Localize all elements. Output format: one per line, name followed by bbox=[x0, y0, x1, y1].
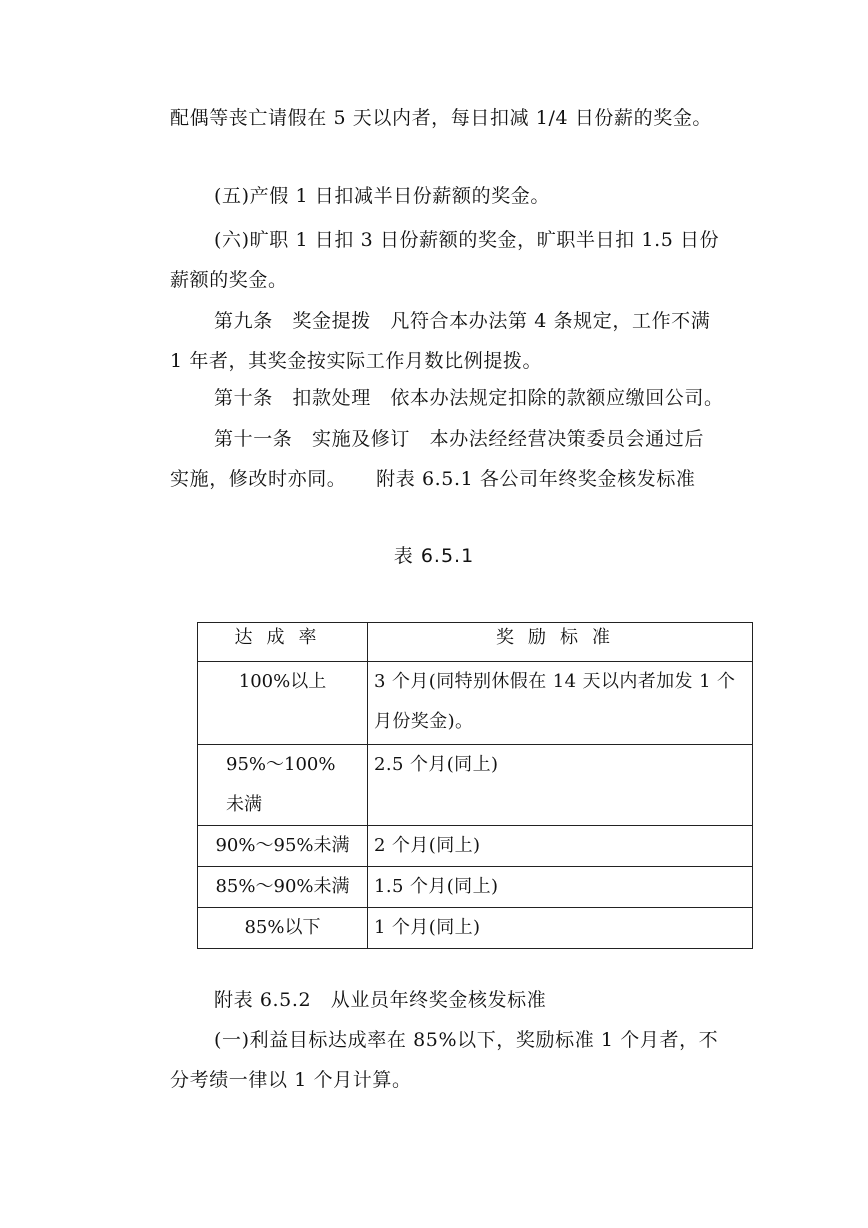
paragraph-line: (六)旷职 1 日扣 3 日份薪额的奖金，旷职半日扣 1.5 日份 bbox=[214, 229, 720, 251]
table-row bbox=[198, 745, 753, 826]
header-award: 奖励标准 bbox=[368, 623, 753, 662]
paragraph-line: 附表 6.5.2 从业员年终奖金核发标准 bbox=[214, 989, 547, 1011]
table-caption: 表 6.5.1 bbox=[393, 545, 475, 567]
paragraph-line: 实施，修改时亦同。 附表 6.5.1 各公司年终奖金核发标准 bbox=[170, 468, 696, 490]
rate-cell: 95%～100%未满 bbox=[226, 754, 336, 815]
paragraph-line: 薪额的奖金。 bbox=[170, 269, 288, 291]
award-cell: 1 个月(同上) bbox=[374, 917, 481, 938]
table-header-row bbox=[198, 623, 753, 662]
paragraph-line: 1 年者，其奖金按实际工作月数比例提拨。 bbox=[170, 350, 543, 372]
table-row bbox=[198, 908, 753, 949]
award-cell: 1.5 个月(同上) bbox=[374, 876, 499, 897]
rate-cell: 85%以下 bbox=[244, 917, 321, 938]
rate-cell: 85%～90%未满 bbox=[215, 876, 350, 897]
paragraph-line: 配偶等丧亡请假在 5 天以内者，每日扣减 1/4 日份薪的奖金。 bbox=[170, 107, 713, 129]
table-row bbox=[198, 826, 753, 867]
paragraph-line: (五)产假 1 日扣减半日份薪额的奖金。 bbox=[214, 185, 550, 207]
table-row bbox=[198, 662, 753, 745]
rate-cell: 90%～95%未满 bbox=[215, 835, 350, 856]
header-rate: 达成率 bbox=[198, 623, 368, 662]
paragraph-line: 第十条 扣款处理 依本办法规定扣除的款额应缴回公司。 bbox=[214, 387, 724, 409]
table-row bbox=[198, 867, 753, 908]
rate-cell: 100%以上 bbox=[238, 671, 327, 692]
award-cell: 2.5 个月(同上) bbox=[374, 754, 499, 775]
paragraph-line: (一)利益目标达成率在 85%以下，奖励标准 1 个月者，不 bbox=[214, 1029, 719, 1051]
paragraph-line: 第十一条 实施及修订 本办法经经营决策委员会通过后 bbox=[214, 428, 705, 450]
paragraph-line: 第九条 奖金提拨 凡符合本办法第 4 条规定，工作不满 bbox=[214, 310, 711, 332]
award-table bbox=[197, 622, 753, 949]
paragraph-line: 分考绩一律以 1 个月计算。 bbox=[170, 1069, 412, 1091]
award-cell: 2 个月(同上) bbox=[374, 835, 481, 856]
award-cell: 3 个月(同特别休假在 14 天以内者加发 1 个月份奖金)。 bbox=[374, 671, 736, 732]
